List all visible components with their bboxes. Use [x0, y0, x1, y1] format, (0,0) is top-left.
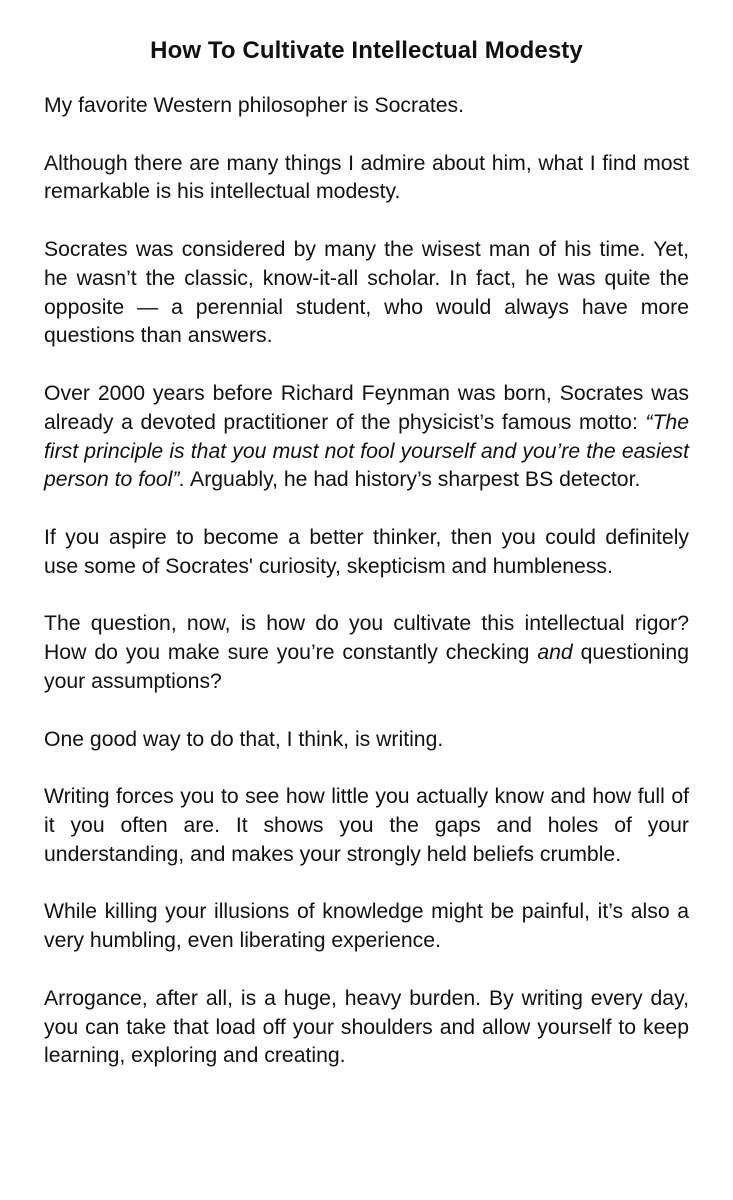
paragraph-6-end: questioning your assumptions? — [44, 641, 689, 693]
paragraph-3: Socrates was considered by many the wisest man of his time. Yet, he wasn’t the classic, know-it-all scholar. In fact, he was quite the opposite — a perennial student, who would always have more questions than answers. — [44, 237, 689, 348]
paragraph-2: Although there are many things I admire about him, what I find most remarkable is his intellectual modesty. — [44, 151, 689, 204]
paragraph-6 — [44, 610, 689, 696]
paragraph-1: My favorite Western philosopher is Socrates. — [44, 94, 465, 117]
feynman-quote: “The first principle is that you must not fool yourself and you’re the easiest person to fool”. — [44, 410, 689, 492]
paragraph-6-start: The question, now, is how do you cultivate this intellectual rigor? How do you make sure you’re constantly checking — [44, 612, 689, 665]
paragraph-10: Arrogance, after all, is a huge, heavy burden. By writing every day, you can take that load off your shoulders and allow yourself to keep learning, exploring and creating. — [44, 986, 689, 1068]
paragraph-4-end: Arguably, he had history’s sharpest BS detector. — [185, 468, 641, 492]
paragraph-8: Writing forces you to see how little you actually know and how full of it you often are. It shows you the gaps and holes of your understanding, and makes your strongly held beliefs crumble. — [44, 785, 689, 866]
emphasis-and: and — [537, 641, 573, 665]
paragraph-9: While killing your illusions of knowledge might be painful, it’s also a very humbling, even liberating experience. — [44, 900, 689, 953]
document-title: How To Cultivate Intellectual Modesty — [150, 37, 583, 64]
paragraph-7: One good way to do that, I think, is writing. — [44, 727, 444, 751]
paragraph-4 — [44, 380, 689, 495]
paragraph-5: If you aspire to become a better thinker, then you could definitely use some of Socrates' curiosity, skepticism and humbleness. — [44, 525, 689, 578]
paragraph-4-start: Over 2000 years before Richard Feynman was born, Socrates was already a devoted practitioner of the physicist’s famous motto: — [44, 381, 689, 434]
